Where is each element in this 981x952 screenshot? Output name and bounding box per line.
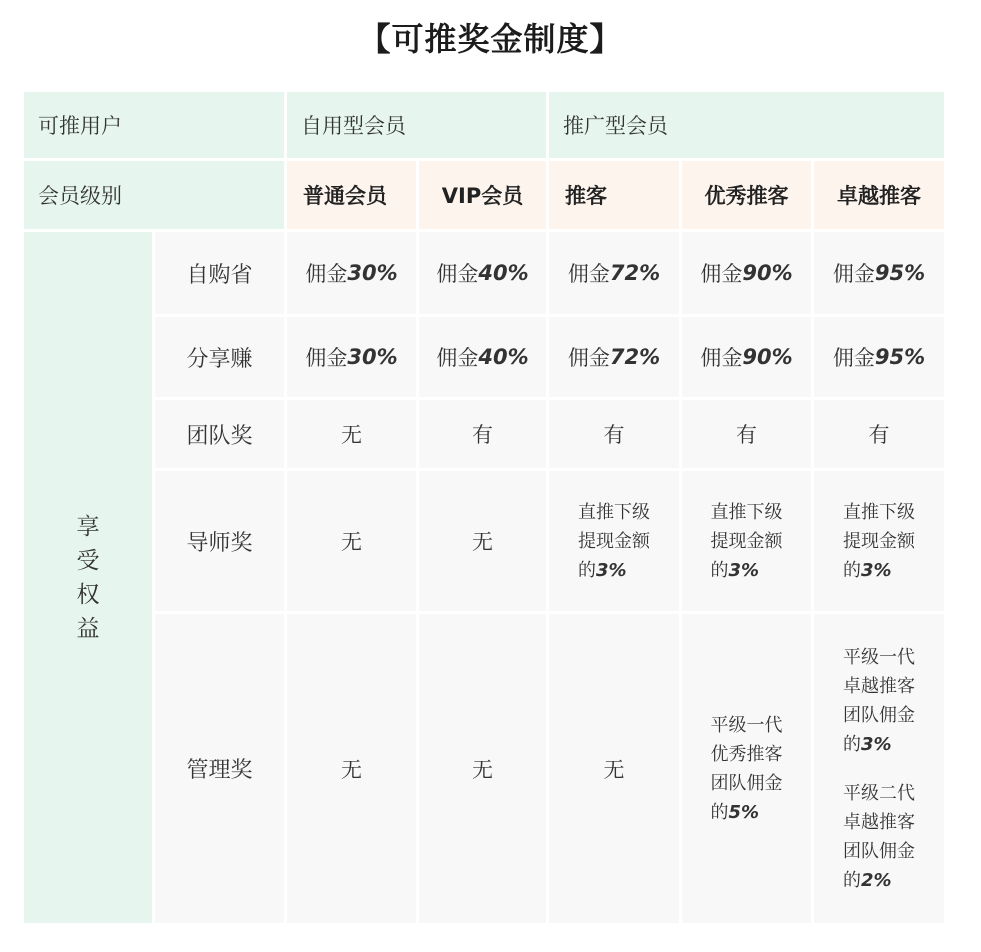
mentor-tuike: 直推下级 提现金额 的3% [549,471,679,611]
level-label: 会员级别 [38,184,122,208]
self-buy-ordinary: 佣金 30% [287,232,416,314]
mentor-outstanding: 直推下级 提现金额 的3% [814,471,944,611]
manage-vip: 无 [419,614,546,923]
share-excellent: 佣金 90% [682,317,811,397]
level-label-cell [24,161,284,229]
row-label-mentor: 导师奖 [155,471,284,611]
users-label: 可推用户 [38,114,122,138]
mentor-ordinary: 无 [287,471,416,611]
self-buy-vip: 佣金 40% [419,232,546,314]
manage-excellent: 平级一代 优秀推客 团队佣金 的5% [682,614,811,923]
share-vip: 佣金 40% [419,317,546,397]
level-outstanding-tuike: 卓越推客 [814,161,944,229]
benefits-group-label: 享 受 权 益 [24,232,152,923]
team-outstanding: 有 [814,400,944,468]
manage-tuike: 无 [549,614,679,923]
self-use-cell [287,92,546,158]
level-excellent-tuike: 优秀推客 [682,161,811,229]
page-title: 【可推奖金制度】 [358,20,623,58]
promo-cell [549,92,944,158]
row-label-share: 分享赚 [155,317,284,397]
mentor-excellent: 直推下级 提现金额 的3% [682,471,811,611]
team-ordinary: 无 [287,400,416,468]
self-buy-outstanding: 佣金 95% [814,232,944,314]
share-tuike: 佣金 72% [549,317,679,397]
self-use-label: 自用型会员 [301,114,406,138]
share-ordinary: 佣金 30% [287,317,416,397]
mentor-vip: 无 [419,471,546,611]
team-excellent: 有 [682,400,811,468]
team-tuike: 有 [549,400,679,468]
share-outstanding: 佣金 95% [814,317,944,397]
manage-ordinary: 无 [287,614,416,923]
users-label-cell [24,92,284,158]
level-vip: VIP会员 [419,161,546,229]
promo-label: 推广型会员 [563,114,668,138]
row-label-manage: 管理奖 [155,614,284,923]
level-tuike: 推客 [549,161,679,229]
level-ordinary: 普通会员 [287,161,416,229]
row-label-self-buy: 自购省 [155,232,284,314]
row-label-team: 团队奖 [155,400,284,468]
manage-outstanding: 平级一代 卓越推客 团队佣金 的3% 平级二代 卓越推客 团队佣金 的2% [814,614,944,923]
self-buy-tuike: 佣金 72% [549,232,679,314]
team-vip: 有 [419,400,546,468]
self-buy-excellent: 佣金 90% [682,232,811,314]
